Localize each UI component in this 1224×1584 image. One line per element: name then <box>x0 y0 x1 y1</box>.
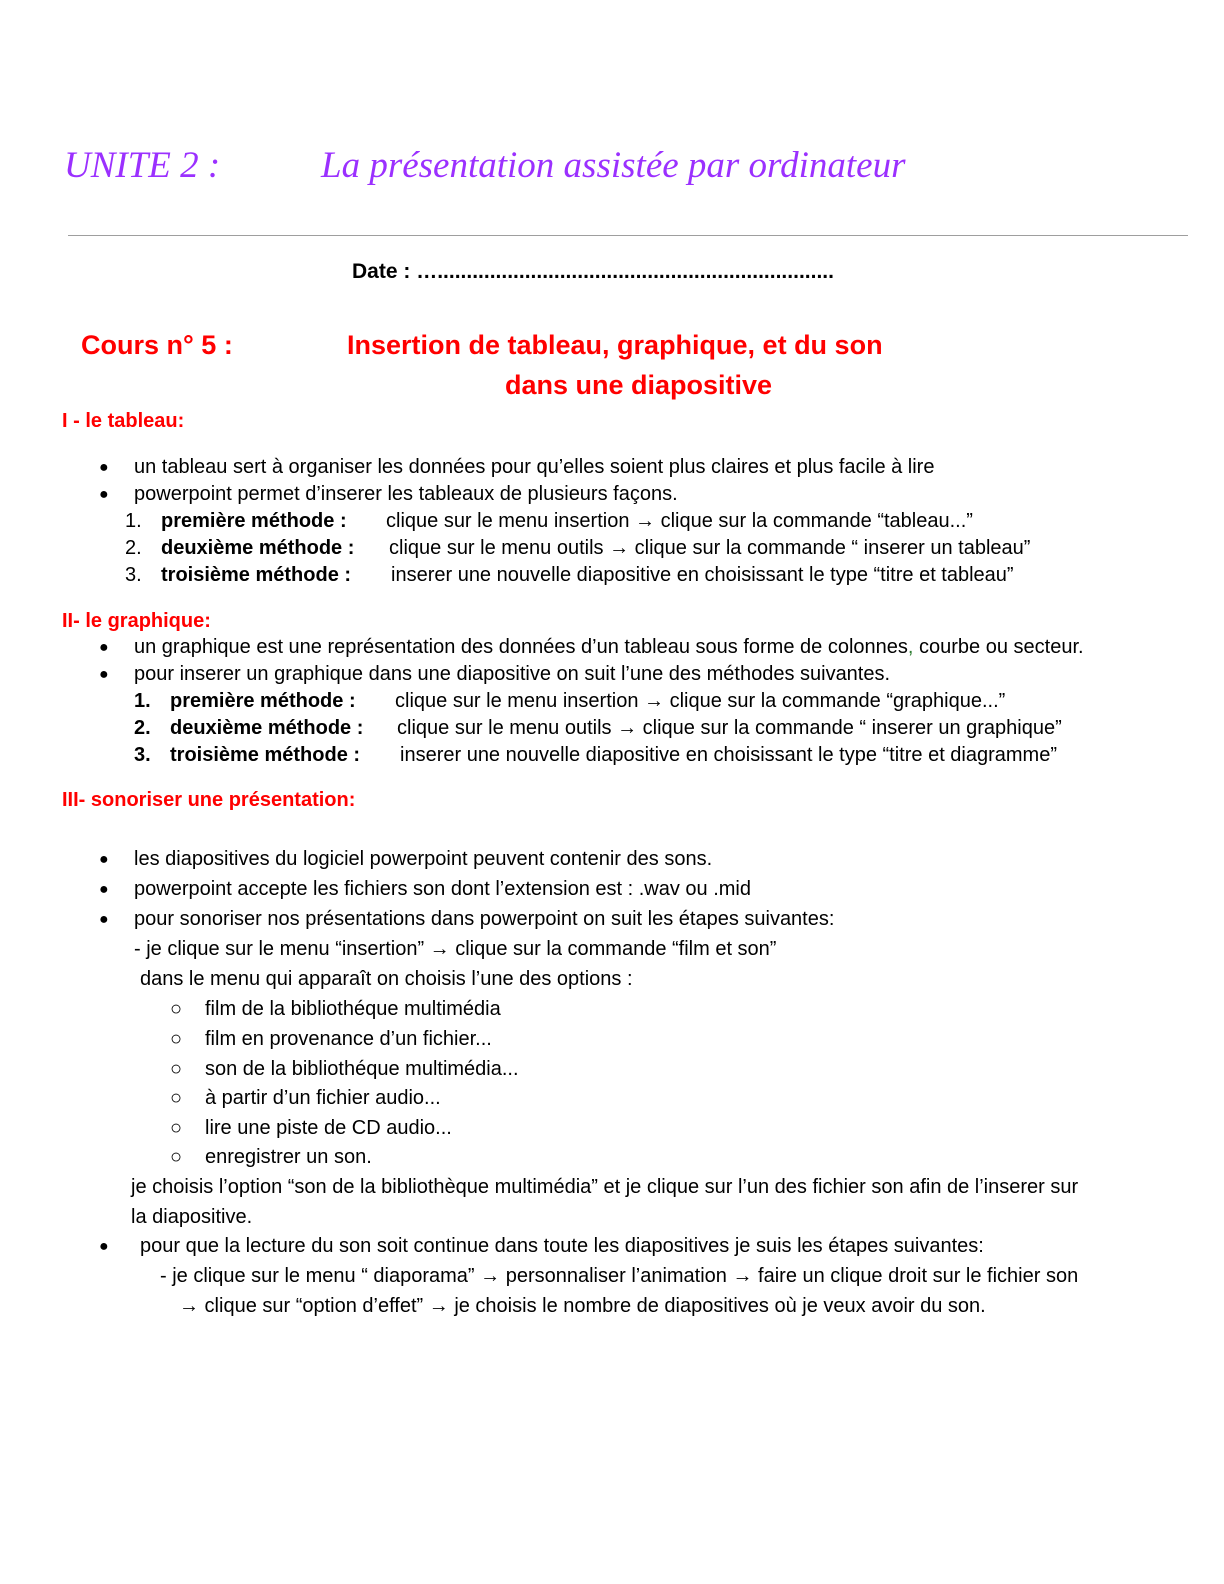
section2-method-1-num: 1. <box>134 690 151 712</box>
section3-heading: III- sonoriser une présentation: <box>62 789 356 811</box>
date-label: Date : <box>352 260 411 283</box>
green-comma: , <box>907 636 914 658</box>
circle-bullet: ○ <box>170 1087 183 1109</box>
bullet-dot: ● <box>99 911 109 928</box>
date-line <box>352 260 834 284</box>
bullet-dot: ● <box>99 459 109 476</box>
section1-method-2-num: 2. <box>125 537 142 559</box>
section3-option-6: enregistrer un son. <box>205 1146 372 1168</box>
course-number: Cours n° 5 : <box>81 330 233 360</box>
date-dots: ….................................................................... <box>416 260 834 283</box>
section3-option-5: lire une piste de CD audio... <box>205 1117 452 1139</box>
header-divider <box>68 235 1188 236</box>
bullet-dot: ● <box>99 881 109 898</box>
section2-method-3-num: 3. <box>134 744 151 766</box>
circle-bullet: ○ <box>170 1117 183 1139</box>
section2-method-3-text: inserer une nouvelle diapositive en choisissant le type “titre et diagramme” <box>400 744 1058 766</box>
section2-method-1-label: première méthode : <box>170 690 356 712</box>
section3-option-1: film de la bibliothéque multimédia <box>205 998 501 1020</box>
unit-label: UNITE 2 : <box>64 145 221 186</box>
section1-bullet-1: un tableau sert à organiser les données pour qu’elles soient plus claires et plus facile à lire <box>134 456 935 478</box>
section2-method-2-label: deuxième méthode : <box>170 717 364 739</box>
section2-heading: II- le graphique: <box>62 610 211 632</box>
course-title-line1: Insertion de tableau, graphique, et du son <box>347 330 883 360</box>
section3-bullet-3: pour sonoriser nos présentations dans powerpoint on suit les étapes suivantes: <box>134 908 835 930</box>
section1-method-1-text: clique sur le menu insertion → clique sur la commande “tableau...” <box>386 510 973 532</box>
section3-option-4: à partir d’un fichier audio... <box>205 1087 441 1109</box>
section3-choice-line2: la diapositive. <box>131 1206 253 1228</box>
section1-method-3-text: inserer une nouvelle diapositive en choisissant le type “titre et tableau” <box>391 564 1014 586</box>
section2-method-3-label: troisième méthode : <box>170 744 361 766</box>
section1-method-1-label: première méthode : <box>161 510 347 532</box>
circle-bullet: ○ <box>170 998 183 1020</box>
section1-method-3-num: 3. <box>125 564 142 586</box>
section1-method-2-text: clique sur le menu outils → clique sur la commande “ inserer un tableau” <box>389 537 1031 559</box>
section1-heading: I - le tableau: <box>62 410 185 432</box>
bullet-dot: ● <box>99 851 109 868</box>
course-title-line2: dans une diapositive <box>505 370 773 400</box>
section1-method-2-label: deuxième méthode : <box>161 537 355 559</box>
section3-last-step2: → clique sur “option d’effet” → je choisis le nombre de diapositives où je veux avoir du son. <box>179 1295 986 1317</box>
section1-bullet-2: powerpoint permet d’inserer les tableaux de plusieurs façons. <box>134 483 678 505</box>
bullet-dot: ● <box>99 486 109 503</box>
section2-bullet-1: un graphique est une représentation des données d’un tableau sous forme de colonnes, courbe ou secteur. <box>134 636 1084 658</box>
section3-step: - je clique sur le menu “insertion” → clique sur la commande “film et son” <box>134 938 777 960</box>
section3-bullet-2: powerpoint accepte les fichiers son dont l’extension est : .wav ou .mid <box>134 878 751 900</box>
section3-bullet-1: les diapositives du logiciel powerpoint peuvent contenir des sons. <box>134 848 713 870</box>
bullet-dot: ● <box>99 666 109 683</box>
bullet-dot: ● <box>99 1238 109 1255</box>
section2-bullet-2: pour inserer un graphique dans une diapositive on suit l’une des méthodes suivantes. <box>134 663 891 685</box>
section3-option-2: film en provenance d’un fichier... <box>205 1028 492 1050</box>
section3-menu-intro: dans le menu qui apparaît on choisis l’une des options : <box>140 968 633 990</box>
section2-method-1-text: clique sur le menu insertion → clique sur la commande “graphique...” <box>395 690 1006 712</box>
section3-last-bullet: pour que la lecture du son soit continue dans toute les diapositives je suis les étapes suivantes: <box>140 1235 984 1257</box>
section2-method-2-num: 2. <box>134 717 151 739</box>
circle-bullet: ○ <box>170 1146 183 1168</box>
unit-title: La présentation assistée par ordinateur <box>321 145 906 186</box>
section3-last-step1: - je clique sur le menu “ diaporama” → personnaliser l’animation → faire un clique droit sur le fichier son <box>160 1265 1079 1287</box>
section1-method-3-label: troisième méthode : <box>161 564 352 586</box>
circle-bullet: ○ <box>170 1028 183 1050</box>
section2-method-2-text: clique sur le menu outils → clique sur la commande “ inserer un graphique” <box>397 717 1062 739</box>
bullet-dot: ● <box>99 639 109 656</box>
section3-option-3: son de la bibliothéque multimédia... <box>205 1058 519 1080</box>
circle-bullet: ○ <box>170 1058 183 1080</box>
section3-choice-line1: je choisis l’option “son de la bibliothèque multimédia” et je clique sur l’un des fichier son afin de l’inserer sur <box>131 1176 1079 1198</box>
section1-method-1-num: 1. <box>125 510 142 532</box>
